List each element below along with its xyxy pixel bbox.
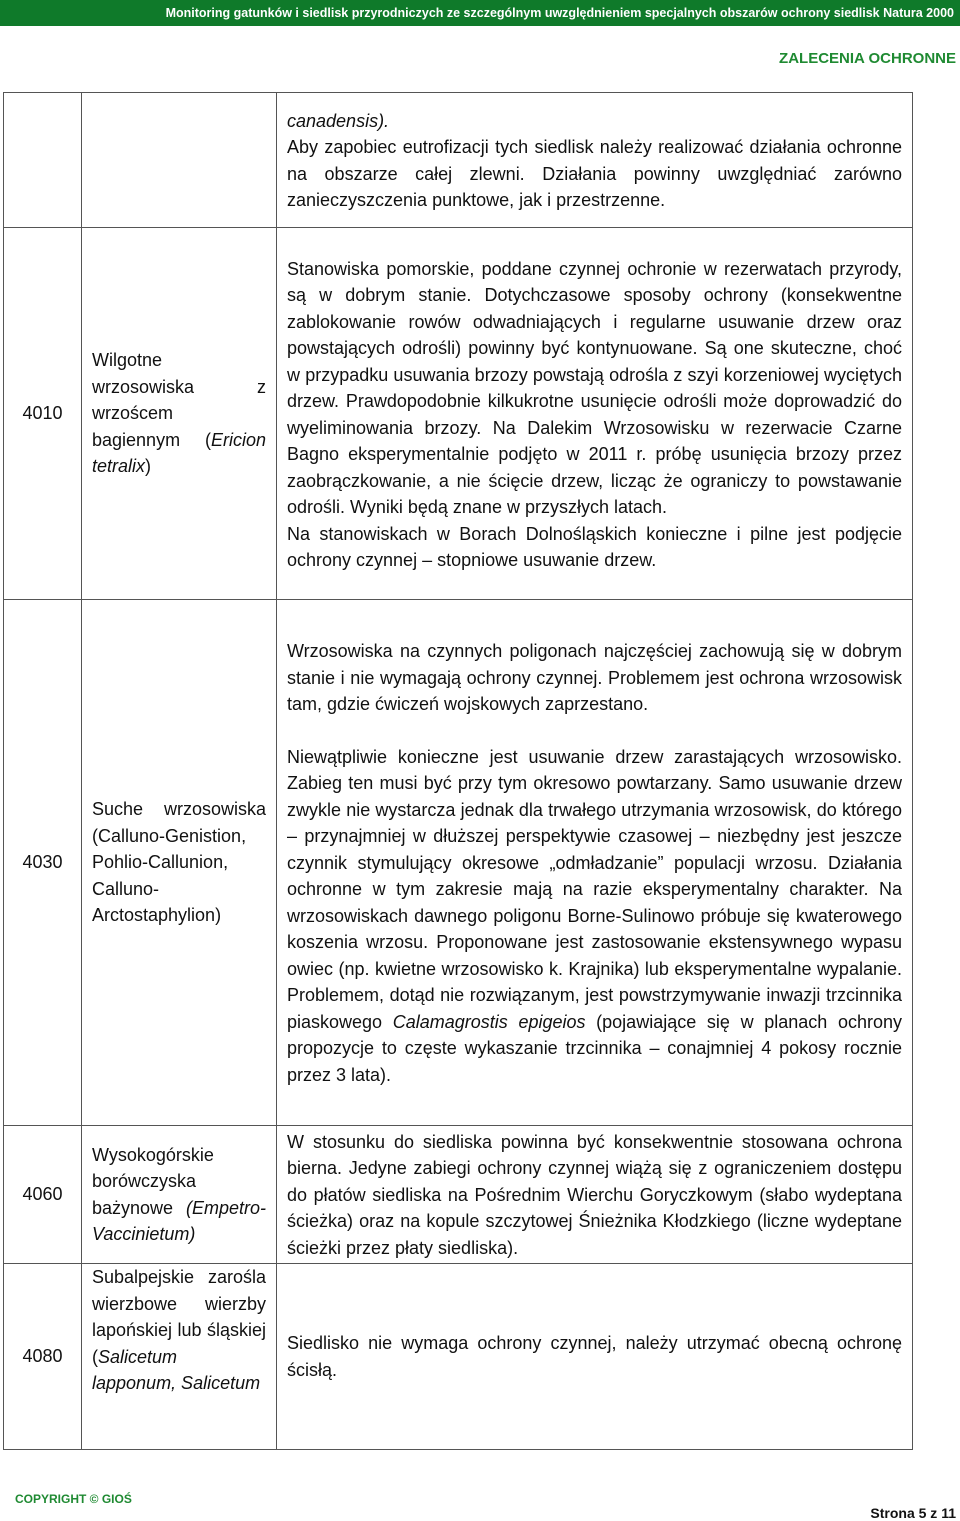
recommendation-cell — [277, 1264, 913, 1450]
page-number: Strona 5 z 11 — [870, 1505, 956, 1521]
recommendation-text: Na stanowiskach w Borach Dolnośląskich konieczne i pilne jest podjęcie ochrony czynnej – stopniowe usuwanie drzew. — [287, 523, 902, 570]
recommendation-cell — [277, 1126, 913, 1264]
habitat-name: Wysokogórskie borówczyska bażynowe (Empetro-Vaccinietum) — [82, 1126, 277, 1264]
recommendation-text: Stanowiska pomorskie, poddane czynnej ochronie w rezerwatach przyrody, są w dobrym stanie. Dotychczasowe sposoby ochrony (konsekwentne zablokowanie rowów odwadniających i regularne usuwanie drzew oraz powstających odrośli) powinny być kontynuowane. Są one skuteczne, choć w przypadku usuwania brzozy powstają odrośla z szyi korzeniowej wyciętych drzew. Prawdopodobnie kilkukrotne usunięcie odrośli może doprowadzić do wyeliminowania brzozy. Na Dalekim Wrzosowisku w rezerwacie Czarne Bagno eksperymentalnie podjęto w 2011 r. próbę usunięcia brzozy przez zaobrączkowanie, a nie ścięcie drzew, licząc że ograniczy to powstawanie odrośli. Wyniki będą znane w przyszłych latach. — [287, 258, 902, 517]
recommendation-cell — [277, 600, 913, 1126]
section-title: ZALECENIA OCHRONNE — [779, 50, 956, 67]
habitat-code: 4010 — [4, 228, 82, 600]
table-row — [4, 93, 913, 228]
table-row — [4, 228, 913, 600]
habitat-name: Wilgotne wrzosowiska z wrzoścem bagiennym (Ericion tetralix) — [82, 228, 277, 600]
habitat-code: 4060 — [4, 1126, 82, 1264]
recommendation-cell — [277, 228, 913, 600]
table-row — [4, 1126, 913, 1264]
habitat-name: Suche wrzosowiska (Calluno-Genistion, Pohlio-Callunion, Calluno-Arctostaphylion) — [82, 600, 277, 1126]
recommendation-cell — [277, 93, 913, 228]
copyright-notice: COPYRIGHT © GIOŚ — [15, 1492, 132, 1506]
recommendations-table — [3, 92, 913, 1450]
recommendation-text: W stosunku do siedliska powinna być konsekwentnie stosowana ochrona bierna. Jedyne zabiegi ochrony czynnej wiążą się z ograniczeniem dostępu do płatów siedliska na Pośrednim Wierchu Goryczkowym (słabo wydeptana ścieżka) oraz na kopule szczytowej Śnieżnika Kłodzkiego (liczne wydeptane ścieżki przez płaty siedliska). — [287, 1131, 902, 1258]
recommendation-text: Niewątpliwie konieczne jest usuwanie drzew zarastających wrzosowisko. Zabieg ten musi być przy tym okresowo powtarzany. Samo usuwanie drzew zwykle nie wystarcza jednak dla trwałego utrzymania wrzosowisk, do którego – przynajmniej w dłuższej perspektywie czasowej – niezbędny jest jeszcze czynnik stymulujący okresowe „odmładzanie” populacji wrzosu. Działania ochronne w tym zakresie mają na razie eksperymentalny charakter. Na wrzosowiskach dawnego poligonu Borne-Sulinowo próbuje się kwaterowego koszenia wrzosu. Proponowane jest zastosowanie ekstensywnego wypasu owiec (np. kwietne wrzosowisko k. Krajnika) lub eksperymentalne wypalanie. Problemem, dotąd nie rozwiązanym, jest powstrzymywanie inwazji trzcinnika piaskowego Calamagrostis epigeios (pojawiające się w planach ochrony propozycje to częste wykaszanie trzcinnika – conajmniej 4 pokosy rocznie przez 3 lata). — [287, 746, 902, 1085]
habitat-code-cell — [4, 93, 82, 228]
document-header-title: Monitoring gatunków i siedlisk przyrodniczych ze szczególnym uwzględnieniem specjalnych obszarów ochrony siedlisk Natura 2000 — [165, 6, 954, 20]
recommendation-text: Siedlisko nie wymaga ochrony czynnej, należy utrzymać obecną ochronę ścisłą. — [287, 1333, 902, 1380]
recommendation-text: Aby zapobiec eutrofizacji tych siedlisk należy realizować działania ochronne na obszarze całej zlewni. Działania powinny uwzględniać zarówno zanieczyszczenia punktowe, jak i przestrzenne. — [287, 137, 902, 210]
habitat-name: Subalpejskie zarośla wierzbowe wierzby lapońskiej lub śląskiej (Salicetum lapponum, Salicetum — [82, 1264, 277, 1450]
habitat-code: 4030 — [4, 600, 82, 1126]
recommendation-text: canadensis). — [287, 110, 390, 131]
table-row — [4, 600, 913, 1126]
habitat-name-cell — [82, 93, 277, 228]
table-row — [4, 1264, 913, 1450]
habitat-code: 4080 — [4, 1264, 82, 1450]
document-header-bar — [0, 0, 960, 26]
recommendation-text: Wrzosowiska na czynnych poligonach najczęściej zachowują się w dobrym stanie i nie wymagają ochrony czynnej. Problemem jest ochrona wrzosowisk tam, gdzie ćwiczeń wojskowych zaprzestano. — [287, 641, 902, 714]
